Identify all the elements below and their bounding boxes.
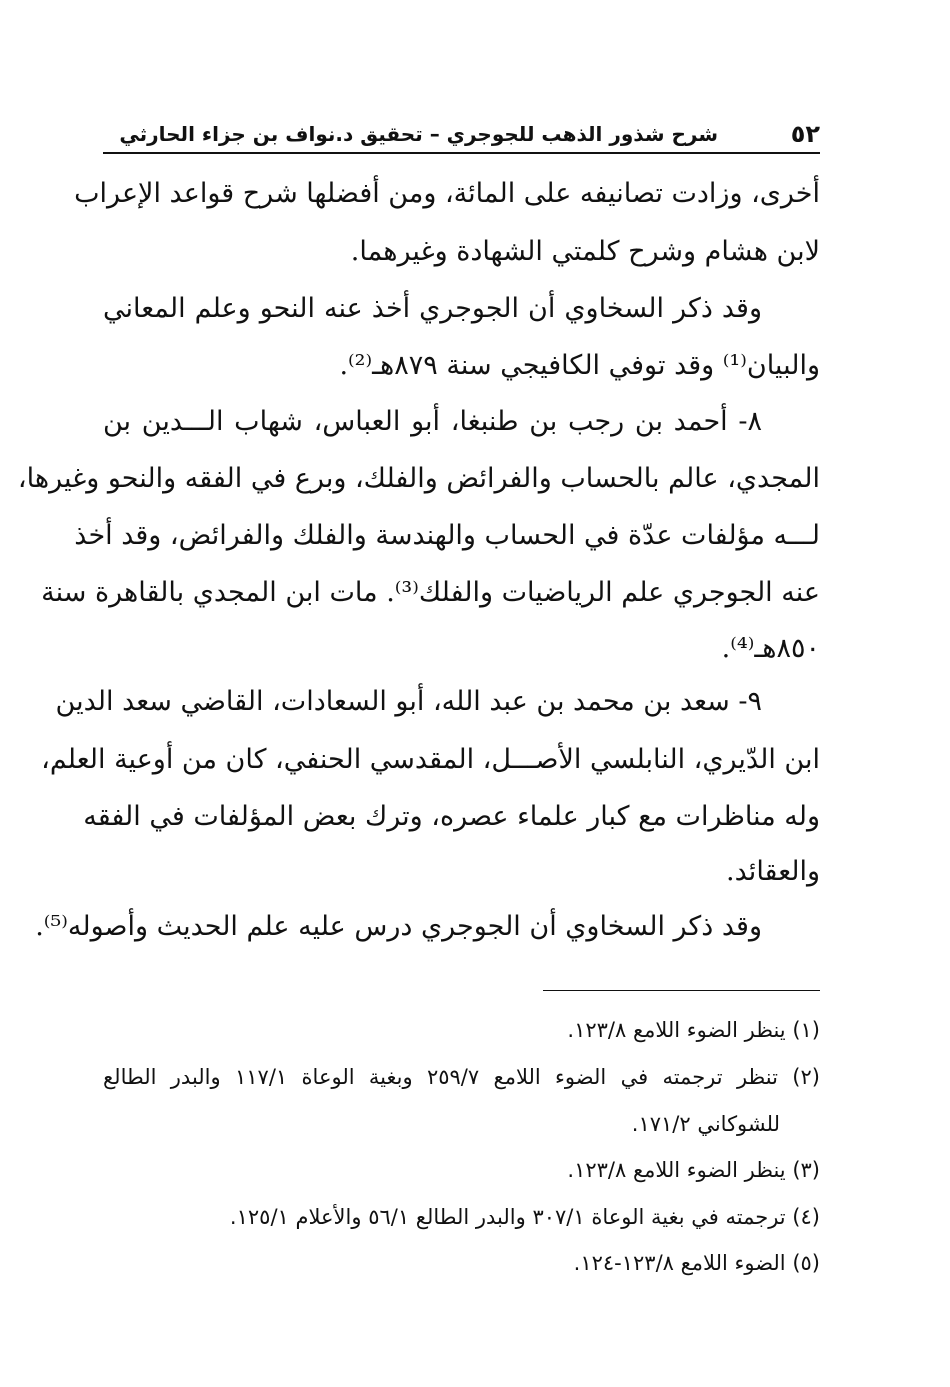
- footnote: (٣) ينظر الضوء اللامع ١٢٣/٨.: [567, 1158, 820, 1182]
- body-line: لابن هشام وشرح كلمتي الشهادة وغيرهما.: [350, 236, 820, 267]
- body-line: وقد ذكر السخاوي أن الجوجري درس عليه علم الحديث وأصوله⁽⁵⁾.: [35, 911, 762, 942]
- body-line: والبيان⁽¹⁾ وقد توفي الكافيجي سنة ٨٧٩هـ⁽²⁾.: [339, 350, 820, 381]
- body-line: ٨- أحمد بن رجب بن طنبغا، أبو العباس، شهاب الـــدين بن: [103, 406, 762, 437]
- body-line: لـــه مؤلفات عدّة في الحساب والهندسة والفلك والفرائض، وقد أخذ: [74, 520, 820, 551]
- body-line: وله مناظرات مع كبار علماء عصره، وترك بعض المؤلفات في الفقه: [83, 801, 820, 832]
- body-line: ٩- سعد بن محمد بن عبد الله، أبو السعادات، القاضي سعد الدين: [55, 686, 762, 717]
- body-line: والعقائد.: [726, 856, 820, 887]
- footnote: (١) ينظر الضوء اللامع ١٢٣/٨.: [567, 1018, 820, 1042]
- body-line: عنه الجوجري علم الرياضيات والفلك⁽³⁾. مات ابن المجدي بالقاهرة سنة: [41, 577, 820, 608]
- page-number: ٥٢: [790, 120, 820, 148]
- running-title: شرح شذور الذهب للجوجري – تحقيق د.نواف بن جزاء الحارثي: [119, 122, 718, 146]
- body-line: ٨٥٠هـ⁽⁴⁾.: [721, 633, 820, 664]
- footnote-separator: [543, 990, 820, 991]
- footnote: للشوكاني ١٧١/٢.: [631, 1112, 780, 1136]
- body-line: أخرى، وزادت تصانيفه على المائة، ومن أفضلها شرح قواعد الإعراب: [74, 178, 820, 209]
- body-line: المجدي، عالم بالحساب والفرائض والفلك، وبرع في الفقه والنحو وغيرها،: [17, 463, 820, 494]
- footnote: (٥) الضوء اللامع ١٢٣/٨-١٢٤.: [573, 1251, 820, 1275]
- running-header: [103, 116, 820, 154]
- body-line: ابن الدّيري، النابلسي الأصـــل، المقدسي الحنفي، كان من أوعية العلم،: [41, 744, 820, 775]
- body-line: وقد ذكر السخاوي أن الجوجري أخذ عنه النحو وعلم المعاني: [103, 293, 762, 324]
- footnote: (٢) تنظر ترجمته في الضوء اللامع ٢٥٩/٧ وبغية الوعاة ١١٧/١ والبدر الطالع: [103, 1065, 820, 1089]
- footnote: (٤) ترجمته في بغية الوعاة ٣٠٧/١ والبدر الطالع ٥٦/١ والأعلام ١٢٥/١.: [229, 1205, 820, 1229]
